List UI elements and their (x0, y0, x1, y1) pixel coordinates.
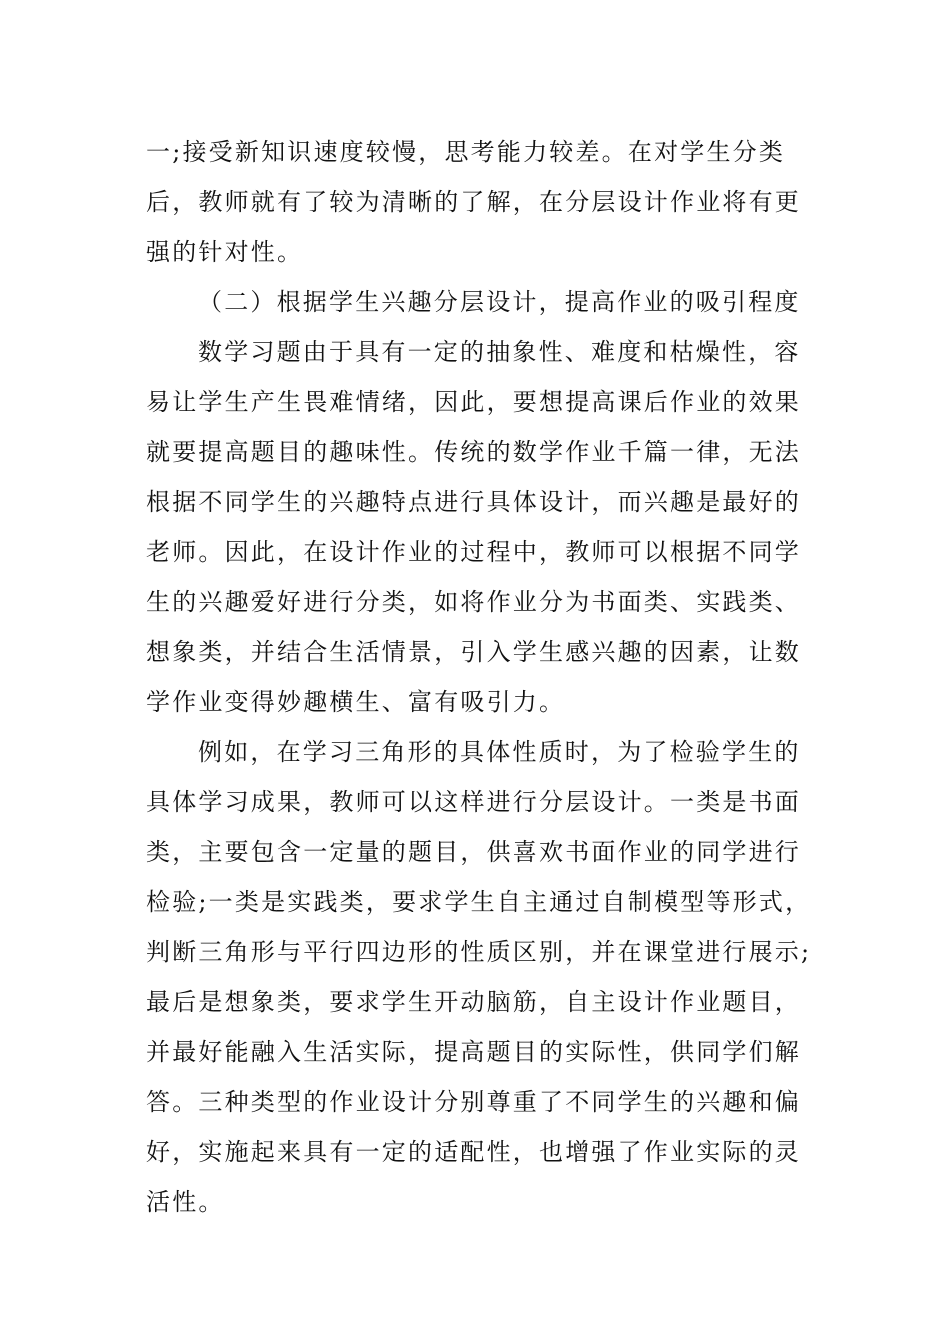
paragraph-line: 根据不同学生的兴趣特点进行具体设计，而兴趣是最好的 (146, 488, 801, 516)
paragraph-line: 老师。因此，在设计作业的过程中，教师可以根据不同学 (146, 538, 801, 566)
paragraph-1 (146, 127, 801, 277)
paragraph-line: 例如，在学习三角形的具体性质时，为了检验学生的 (198, 738, 801, 766)
paragraph-line: 易让学生产生畏难情绪，因此，要想提高课后作业的效果 (146, 388, 801, 416)
document-body (146, 127, 812, 1227)
paragraph-line: 类，主要包含一定量的题目，供喜欢书面作业的同学进行 (146, 838, 801, 866)
paragraph-line: 好，实施起来具有一定的适配性，也增强了作业实际的灵 (146, 1138, 801, 1166)
paragraph-line: 就要提高题目的趣味性。传统的数学作业千篇一律，无法 (146, 438, 801, 466)
paragraph-line: 答。三种类型的作业设计分别尊重了不同学生的兴趣和偏 (146, 1088, 801, 1116)
paragraph-line: 最后是想象类，要求学生开动脑筋，自主设计作业题目， (146, 988, 801, 1016)
paragraph-line: 数学习题由于具有一定的抽象性、难度和枯燥性，容 (198, 338, 801, 366)
paragraph-line: 活性。 (146, 1188, 225, 1216)
paragraph-line: 并最好能融入生活实际，提高题目的实际性，供同学们解 (146, 1038, 801, 1066)
paragraph-line: 检验;一类是实践类，要求学生自主通过自制模型等形式， (146, 888, 812, 916)
paragraph-3 (146, 727, 812, 1227)
section-heading (146, 277, 801, 327)
paragraph-2 (146, 327, 801, 727)
paragraph-line: 判断三角形与平行四边形的性质区别，并在课堂进行展示; (146, 938, 812, 966)
paragraph-line: 强的针对性。 (146, 238, 304, 266)
paragraph-line: 生的兴趣爱好进行分类，如将作业分为书面类、实践类、 (146, 588, 801, 616)
paragraph-line: 具体学习成果，教师可以这样进行分层设计。一类是书面 (146, 788, 801, 816)
section-heading-text: （二）根据学生兴趣分层设计，提高作业的吸引程度 (198, 288, 801, 316)
paragraph-line: 后，教师就有了较为清晰的了解，在分层设计作业将有更 (146, 188, 801, 216)
paragraph-line: 一;接受新知识速度较慢，思考能力较差。在对学生分类 (146, 138, 786, 166)
paragraph-line: 学作业变得妙趣横生、富有吸引力。 (146, 688, 566, 716)
paragraph-line: 想象类，并结合生活情景，引入学生感兴趣的因素，让数 (146, 638, 801, 666)
